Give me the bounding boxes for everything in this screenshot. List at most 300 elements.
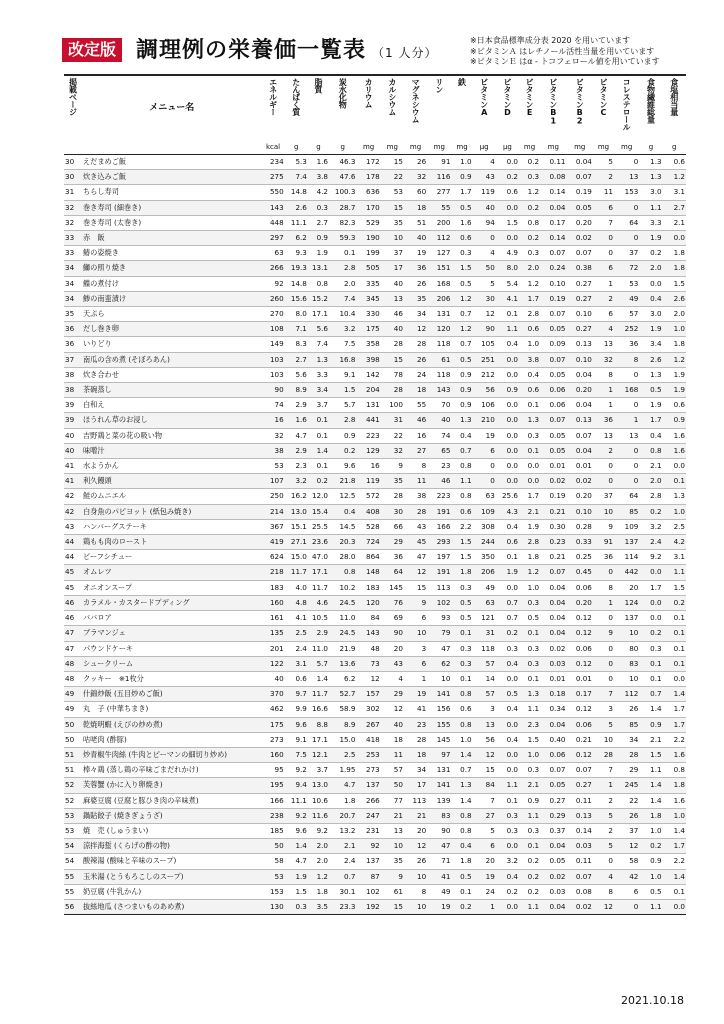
value-cell: 0.6 — [527, 385, 540, 395]
value-cell: 0.2 — [506, 628, 518, 638]
value-cell: 22 — [393, 430, 403, 440]
value-cell: 2.6 — [295, 202, 307, 212]
value-cell: 1.5 — [460, 263, 472, 273]
value-cell: 266 — [269, 263, 284, 273]
value-cell: 7.4 — [316, 339, 328, 349]
value-cell: 0.21 — [549, 552, 566, 562]
value-cell: 199 — [366, 248, 380, 258]
value-cell: 36 — [603, 552, 613, 562]
value-cell: 0.07 — [549, 415, 566, 425]
value-cell: 0.8 — [460, 461, 472, 471]
value-cell: 0.12 — [575, 749, 592, 759]
value-cell: 2.8 — [344, 263, 356, 273]
value-cell: 15 — [393, 354, 403, 364]
menu-cell: 玉米湯 (とうもろこしのスープ) — [82, 871, 184, 881]
value-cell: 95 — [274, 765, 284, 775]
value-cell: 1.8 — [316, 886, 328, 896]
value-cell: 0.27 — [575, 293, 592, 303]
value-cell: 1.0 — [460, 734, 472, 744]
value-cell: 52.7 — [339, 689, 356, 699]
value-cell: 3 — [421, 643, 427, 653]
value-cell: 0.2 — [527, 202, 540, 212]
value-cell: 1.4 — [650, 795, 662, 805]
value-cell: 1.7 — [673, 841, 685, 851]
value-cell: 0.17 — [575, 689, 592, 699]
value-cell: 103 — [269, 369, 284, 379]
col-iron: 鉄 — [451, 75, 472, 140]
value-cell: 11.1 — [290, 795, 307, 805]
col-vit-b1: ビタミンB1 — [540, 75, 566, 140]
value-cell: 247 — [366, 810, 380, 820]
value-cell: 61 — [393, 886, 403, 896]
value-cell: 0.01 — [575, 461, 592, 471]
value-cell: 0.9 — [460, 400, 472, 410]
value-cell: 0.1 — [527, 628, 540, 638]
value-cell: 1.4 — [316, 445, 328, 455]
value-cell: 2.4 — [650, 537, 662, 547]
value-cell: 1.1 — [527, 810, 540, 820]
value-cell: 145 — [389, 582, 403, 592]
menu-cell: 白和え — [82, 400, 105, 410]
value-cell: 3 — [608, 704, 613, 714]
value-cell: 13.0 — [290, 506, 307, 516]
table-row — [64, 474, 686, 489]
value-cell: 1.6 — [673, 795, 685, 805]
value-cell: 15.1 — [290, 521, 307, 531]
value-cell: 8 — [421, 886, 427, 896]
value-cell: 28 — [393, 491, 403, 501]
value-cell: 0.0 — [650, 278, 662, 288]
value-cell: 36 — [629, 339, 639, 349]
table-row — [64, 428, 686, 443]
value-cell: 17.1 — [311, 567, 328, 577]
value-cell: 0.29 — [549, 810, 566, 820]
value-cell: 0.4 — [344, 506, 356, 516]
value-cell: 107 — [269, 476, 284, 486]
value-cell: 8 — [633, 354, 639, 364]
value-cell: 1.9 — [673, 385, 685, 395]
unit-cell: mg — [593, 140, 614, 155]
page-cell: 47 — [65, 628, 75, 638]
value-cell: 200 — [436, 217, 451, 227]
value-cell: 1.7 — [527, 491, 540, 501]
value-cell: 2.5 — [344, 749, 356, 759]
value-cell: 0.4 — [460, 841, 472, 851]
value-cell: 129 — [366, 445, 380, 455]
table-row — [64, 899, 686, 914]
menu-cell: 味噌汁 — [82, 445, 105, 455]
value-cell: 0 — [608, 613, 613, 623]
value-cell: 1.8 — [673, 248, 685, 258]
value-cell: 0.05 — [549, 430, 566, 440]
menu-cell: クッキー ※1枚分 — [82, 673, 144, 683]
table-row — [64, 884, 686, 899]
value-cell: 91 — [441, 157, 451, 166]
value-cell: 4.6 — [316, 597, 328, 607]
page-cell: 36 — [65, 339, 75, 349]
value-cell: 5 — [608, 841, 613, 851]
value-cell: 62 — [441, 658, 451, 668]
value-cell: 139 — [436, 795, 451, 805]
value-cell: 78 — [393, 369, 403, 379]
value-cell: 1.7 — [673, 704, 685, 714]
value-cell: 13 — [393, 825, 403, 835]
value-cell: 120 — [366, 597, 380, 607]
value-cell: 1.6 — [295, 415, 307, 425]
value-cell: 0 — [490, 233, 495, 243]
value-cell: 0.3 — [527, 658, 540, 668]
value-cell: 2 — [608, 293, 613, 303]
value-cell: 0.0 — [673, 233, 685, 243]
value-cell: 528 — [366, 521, 380, 531]
value-cell: 90 — [393, 628, 403, 638]
value-cell: 141 — [436, 689, 451, 699]
value-cell: 529 — [366, 217, 380, 227]
value-cell: 0.0 — [506, 765, 518, 775]
menu-cell: 巻き寿司 (細巻き) — [82, 202, 142, 212]
value-cell: 34 — [417, 309, 427, 319]
value-cell: 35 — [417, 293, 427, 303]
value-cell: 0.1 — [650, 658, 662, 668]
value-cell: 0 — [608, 643, 613, 653]
value-cell: 398 — [366, 354, 380, 364]
value-cell: 7.4 — [295, 172, 307, 182]
value-cell: 3.8 — [527, 354, 540, 364]
value-cell: 0.1 — [673, 476, 685, 486]
value-cell: 13.2 — [339, 825, 356, 835]
value-cell: 185 — [269, 825, 284, 835]
value-cell: 1.1 — [527, 704, 540, 714]
value-cell: 191 — [436, 567, 451, 577]
value-cell: 0 — [633, 476, 639, 486]
value-cell: 0.04 — [549, 582, 566, 592]
page-cell: 38 — [65, 369, 75, 379]
value-cell: 2.0 — [527, 263, 540, 273]
menu-cell: ブラマンジェ — [82, 628, 126, 638]
unit-cell — [64, 140, 82, 155]
value-cell: 2.1 — [527, 780, 540, 790]
page-cell: 39 — [65, 415, 75, 425]
note-3: ※ビタミンＥ はα - トコフェロール値を用いています — [470, 57, 660, 66]
value-cell: 5 — [608, 157, 613, 166]
value-cell: 2.7 — [673, 202, 685, 212]
value-cell: 0.17 — [549, 217, 566, 227]
col-vit-a: ビタミンA — [473, 75, 496, 140]
value-cell: 42 — [629, 871, 639, 881]
value-cell: 192 — [366, 901, 380, 911]
value-cell: 7 — [608, 689, 613, 699]
value-cell: 0.9 — [460, 385, 472, 395]
value-cell: 0 — [608, 567, 613, 577]
value-cell: 18 — [417, 385, 427, 395]
date: 2021.10.18 — [621, 994, 684, 1007]
value-cell: 636 — [366, 187, 380, 197]
value-cell: 137 — [366, 856, 380, 866]
value-cell: 15.4 — [311, 506, 328, 516]
value-cell: 0.8 — [673, 765, 685, 775]
unit-cell: mg — [404, 140, 427, 155]
value-cell: 0.06 — [575, 643, 592, 653]
value-cell: 0.2 — [527, 871, 540, 881]
value-cell: 63 — [485, 597, 495, 607]
page-cell: 42 — [65, 491, 75, 501]
value-cell: 15 — [393, 901, 403, 911]
value-cell: 29 — [393, 537, 403, 547]
value-cell: 108 — [269, 324, 284, 334]
value-cell: 0 — [490, 461, 495, 471]
value-cell: 31 — [393, 415, 403, 425]
value-cell: 1.2 — [673, 172, 685, 182]
value-cell: 1.5 — [295, 886, 307, 896]
value-cell: 297 — [269, 233, 284, 243]
value-cell: 345 — [366, 293, 380, 303]
value-cell: 135 — [269, 628, 284, 638]
page-cell: 54 — [65, 841, 75, 851]
value-cell: 17 — [393, 263, 403, 273]
value-cell: 87 — [370, 871, 380, 881]
value-cell: 1.7 — [460, 187, 472, 197]
value-cell: 0.12 — [575, 613, 592, 623]
value-cell: 0.07 — [549, 567, 566, 577]
value-cell: 40 — [485, 202, 495, 212]
value-cell: 724 — [366, 537, 380, 547]
value-cell: 2.2 — [673, 856, 685, 866]
value-cell: 3.1 — [673, 552, 685, 562]
value-cell: 7 — [608, 217, 613, 227]
value-cell: 0.10 — [549, 278, 566, 288]
table-row — [64, 839, 686, 854]
value-cell: 0.3 — [527, 765, 540, 775]
value-cell: 0 — [633, 369, 639, 379]
page-cell: 33 — [65, 233, 75, 243]
value-cell: 4.0 — [295, 582, 307, 592]
value-cell: 0.05 — [549, 856, 566, 866]
value-cell: 19 — [441, 901, 451, 911]
value-cell: 10 — [393, 841, 403, 851]
value-cell: 12.1 — [311, 749, 328, 759]
value-cell: 56 — [485, 734, 495, 744]
value-cell: 143 — [269, 202, 284, 212]
value-cell: 1.5 — [527, 734, 540, 744]
page-cell: 51 — [65, 749, 75, 759]
value-cell: 64 — [629, 217, 639, 227]
page-cell: 32 — [65, 217, 75, 227]
units-row — [64, 140, 686, 155]
value-cell: 0.27 — [575, 324, 592, 334]
value-cell: 212 — [481, 369, 495, 379]
value-cell: 0.0 — [506, 415, 518, 425]
value-cell: 0.1 — [673, 628, 685, 638]
page-cell: 32 — [65, 202, 75, 212]
value-cell: 130 — [269, 901, 284, 911]
value-cell: 0.24 — [549, 263, 566, 273]
table-row — [64, 443, 686, 458]
value-cell: 60 — [417, 187, 427, 197]
menu-cell: 乾焼明蝦 (えびの炒め煮) — [82, 719, 163, 729]
value-cell: 4.7 — [295, 430, 307, 440]
value-cell: 0.33 — [575, 537, 592, 547]
value-cell: 20 — [629, 582, 639, 592]
value-cell: 8.9 — [295, 385, 307, 395]
value-cell: 0.02 — [549, 643, 566, 653]
value-cell: 1.9 — [527, 521, 540, 531]
value-cell: 137 — [366, 780, 380, 790]
value-cell: 1.5 — [460, 537, 472, 547]
value-cell: 0.1 — [506, 552, 518, 562]
value-cell: 1.9 — [650, 400, 662, 410]
value-cell: 160 — [269, 597, 284, 607]
value-cell: 16 — [274, 415, 284, 425]
value-cell: 25.6 — [501, 491, 518, 501]
value-cell: 20 — [417, 825, 427, 835]
value-cell: 9.2 — [316, 825, 328, 835]
value-cell: 102 — [366, 886, 380, 896]
value-cell: 121 — [481, 613, 495, 623]
value-cell: 1.3 — [460, 415, 472, 425]
menu-cell: 鯵の南蛮漬け — [82, 293, 127, 303]
value-cell: 0.4 — [650, 293, 662, 303]
value-cell: 0.0 — [650, 567, 662, 577]
page-cell: 43 — [65, 521, 75, 531]
table-row — [64, 413, 686, 428]
header-row — [64, 75, 686, 140]
value-cell: 15 — [485, 765, 495, 775]
value-cell: 38 — [417, 491, 427, 501]
value-cell: 0.9 — [650, 856, 662, 866]
note-2: ※ビタミンＡ はレチノール活性当量を用いています — [470, 46, 655, 56]
value-cell: 0.13 — [575, 810, 592, 820]
value-cell: 0.20 — [575, 597, 592, 607]
value-cell: 1 — [633, 415, 639, 425]
value-cell: 0.0 — [506, 749, 518, 759]
value-cell: 0.8 — [527, 217, 540, 227]
value-cell: 4.1 — [506, 293, 518, 303]
value-cell: 0.04 — [575, 400, 592, 410]
value-cell: 1.5 — [460, 552, 472, 562]
value-cell: 131 — [436, 309, 451, 319]
value-cell: 330 — [366, 309, 380, 319]
value-cell: 1.0 — [673, 324, 685, 334]
value-cell: 5 — [490, 825, 495, 835]
value-cell: 13.1 — [311, 263, 328, 273]
value-cell: 1.4 — [650, 704, 662, 714]
value-cell: 1.4 — [673, 689, 685, 699]
page-cell: 41 — [65, 461, 75, 471]
value-cell: 0.2 — [344, 445, 356, 455]
value-cell: 0.4 — [527, 369, 540, 379]
menu-cell: えだまめご飯 — [82, 157, 127, 166]
value-cell: 11.0 — [339, 613, 356, 623]
value-cell: 0.06 — [549, 385, 566, 395]
page-cell: 45 — [65, 567, 75, 577]
value-cell: 0.7 — [506, 597, 518, 607]
value-cell: 0.28 — [575, 521, 592, 531]
col-vit-b2: ビタミンB2 — [567, 75, 593, 140]
value-cell: 2.2 — [673, 734, 685, 744]
value-cell: 74 — [274, 400, 284, 410]
value-cell: 4 — [490, 157, 495, 166]
value-cell: 0.8 — [460, 719, 472, 729]
menu-cell: オニオンスープ — [82, 582, 133, 592]
value-cell: 0.11 — [549, 157, 566, 166]
value-cell: 0.3 — [506, 643, 518, 653]
value-cell: 0.07 — [549, 354, 566, 364]
value-cell: 84 — [485, 780, 495, 790]
value-cell: 83 — [629, 658, 639, 668]
value-cell: 3.1 — [295, 658, 307, 668]
value-cell: 3.5 — [316, 901, 328, 911]
menu-cell: 涼拌海蜇 (くらげの酢の物) — [82, 841, 170, 851]
page-cell: 50 — [65, 734, 75, 744]
value-cell: 1.2 — [316, 871, 328, 881]
value-cell: 0.07 — [549, 309, 566, 319]
value-cell: 0.0 — [650, 597, 662, 607]
value-cell: 266 — [366, 795, 380, 805]
unit-cell: μg — [496, 140, 519, 155]
page-cell: 46 — [65, 597, 75, 607]
value-cell: 550 — [269, 187, 284, 197]
value-cell: 9.1 — [295, 734, 307, 744]
value-cell: 218 — [269, 567, 284, 577]
value-cell: 1.7 — [650, 415, 662, 425]
value-cell: 0.9 — [650, 719, 662, 729]
value-cell: 0.2 — [527, 886, 540, 896]
value-cell: 1.4 — [673, 871, 685, 881]
value-cell: 0.12 — [575, 658, 592, 668]
value-cell: 55 — [441, 202, 451, 212]
value-cell: 302 — [366, 704, 380, 714]
value-cell: 1.4 — [650, 780, 662, 790]
value-cell: 69 — [393, 613, 403, 623]
value-cell: 27 — [417, 445, 427, 455]
value-cell: 0.20 — [575, 217, 592, 227]
value-cell: 0.4 — [506, 734, 518, 744]
table-row — [64, 626, 686, 641]
value-cell: 57 — [629, 309, 639, 319]
value-cell: 442 — [624, 567, 639, 577]
value-cell: 0.4 — [506, 658, 518, 668]
value-cell: 0.2 — [673, 597, 685, 607]
value-cell: 8 — [608, 369, 613, 379]
col-potassium: カリウム — [356, 75, 380, 140]
value-cell: 0.1 — [650, 673, 662, 683]
unit-cell: g — [308, 140, 329, 155]
value-cell: 210 — [481, 415, 495, 425]
unit-cell: mg — [381, 140, 404, 155]
value-cell: 0.8 — [460, 810, 472, 820]
value-cell: 47 — [441, 841, 451, 851]
value-cell: 74 — [441, 430, 451, 440]
table-row — [64, 519, 686, 534]
menu-cell: 焼 売 (しゅうまい) — [82, 825, 149, 835]
value-cell: 0.04 — [549, 597, 566, 607]
value-cell: 26 — [417, 278, 427, 288]
value-cell: 29 — [393, 689, 403, 699]
value-cell: 26 — [629, 810, 639, 820]
value-cell: 0.03 — [575, 841, 592, 851]
value-cell: 0.08 — [549, 172, 566, 182]
value-cell: 1.3 — [650, 172, 662, 182]
value-cell: 234 — [269, 157, 284, 166]
value-cell: 0.06 — [575, 719, 592, 729]
value-cell: 46 — [417, 415, 427, 425]
value-cell: 1.0 — [650, 825, 662, 835]
value-cell: 0.07 — [575, 248, 592, 258]
value-cell: 5.4 — [506, 278, 518, 288]
value-cell: 0.4 — [506, 871, 518, 881]
value-cell: 0.0 — [506, 400, 518, 410]
page-title — [136, 36, 437, 68]
